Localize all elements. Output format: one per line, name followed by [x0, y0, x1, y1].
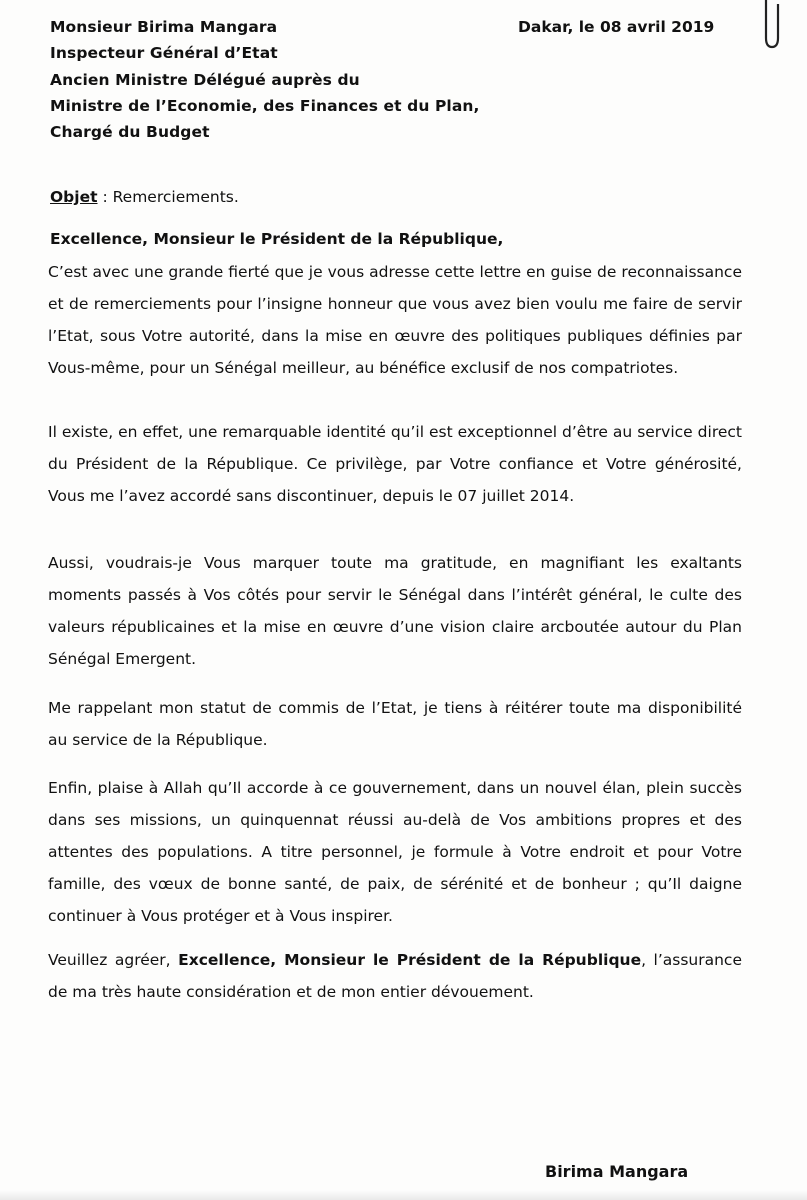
paperclip-icon — [760, 0, 784, 50]
subject-line — [50, 188, 239, 206]
paragraph-1: C’est avec une grande fierté que je vous adresse cette lettre en guise de reconnaissance et de remerciements pour l’insigne honneur que vous avez bien voulu me faire de servir l’Etat, sous Votre autorité, dans la mise en œuvre des politiques publiques définies par Vous-même, pour un Sénégal meilleur, au bénéfice exclusif de nos compatriotes. — [48, 263, 742, 377]
sender-former-role: Ancien Ministre Délégué auprès du — [50, 71, 360, 89]
closing-text-start: Veuillez agréer, — [48, 951, 179, 969]
paragraph-3: Aussi, voudrais-je Vous marquer toute ma gratitude, en magnifiant les exaltants moments passés à Vos côtés pour servir le Sénégal dans l’intérêt général, le culte des valeurs républicaines et la mise en œuvre d’une vision claire arcboutée autour du Plan Sénégal Emergent. — [48, 554, 742, 668]
letter-date: Dakar, le 08 avril 2019 — [518, 18, 715, 36]
closing-paragraph — [48, 944, 742, 1008]
sender-ministry: Ministre de l’Economie, des Finances et du Plan, — [50, 97, 480, 115]
page-bottom-edge — [0, 1190, 807, 1200]
signature: Birima Mangara — [545, 1162, 689, 1181]
sender-title: Inspecteur Général d’Etat — [50, 44, 278, 62]
subject-label: Objet — [50, 188, 98, 206]
subject-text: : Remerciements. — [97, 188, 239, 206]
paragraph-2: Il existe, en effet, une remarquable identité qu’il est exceptionnel d’être au service direct du Président de la République. Ce privilège, par Votre confiance et Votre générosité, Vous me l’avez accordé sans discontinuer, depuis le 07 juillet 2014. — [48, 423, 742, 505]
sender-name: Monsieur Birima Mangara — [50, 18, 278, 36]
salutation: Excellence, Monsieur le Président de la République, — [50, 230, 504, 248]
closing-addressee: Excellence, Monsieur le Président de la République — [178, 951, 642, 969]
closing-text-end: , l’assurance de ma très haute considération et de mon entier dévouement. — [48, 951, 742, 1001]
paragraph-4: Me rappelant mon statut de commis de l’Etat, je tiens à réitérer toute ma disponibilité au service de la République. — [48, 699, 742, 749]
paragraph-5: Enfin, plaise à Allah qu’Il accorde à ce gouvernement, dans un nouvel élan, plein succès dans ses missions, un quinquennat réussi au-delà de Vos ambitions propres et des attentes des populations. A titre personnel, je formule à Votre endroit et pour Votre famille, des vœux de bonne santé, de paix, de sérénité et de bonheur ; qu’Il daigne continuer à Vous protéger et à Vous inspirer. — [48, 779, 742, 925]
sender-portfolio: Chargé du Budget — [50, 123, 210, 141]
